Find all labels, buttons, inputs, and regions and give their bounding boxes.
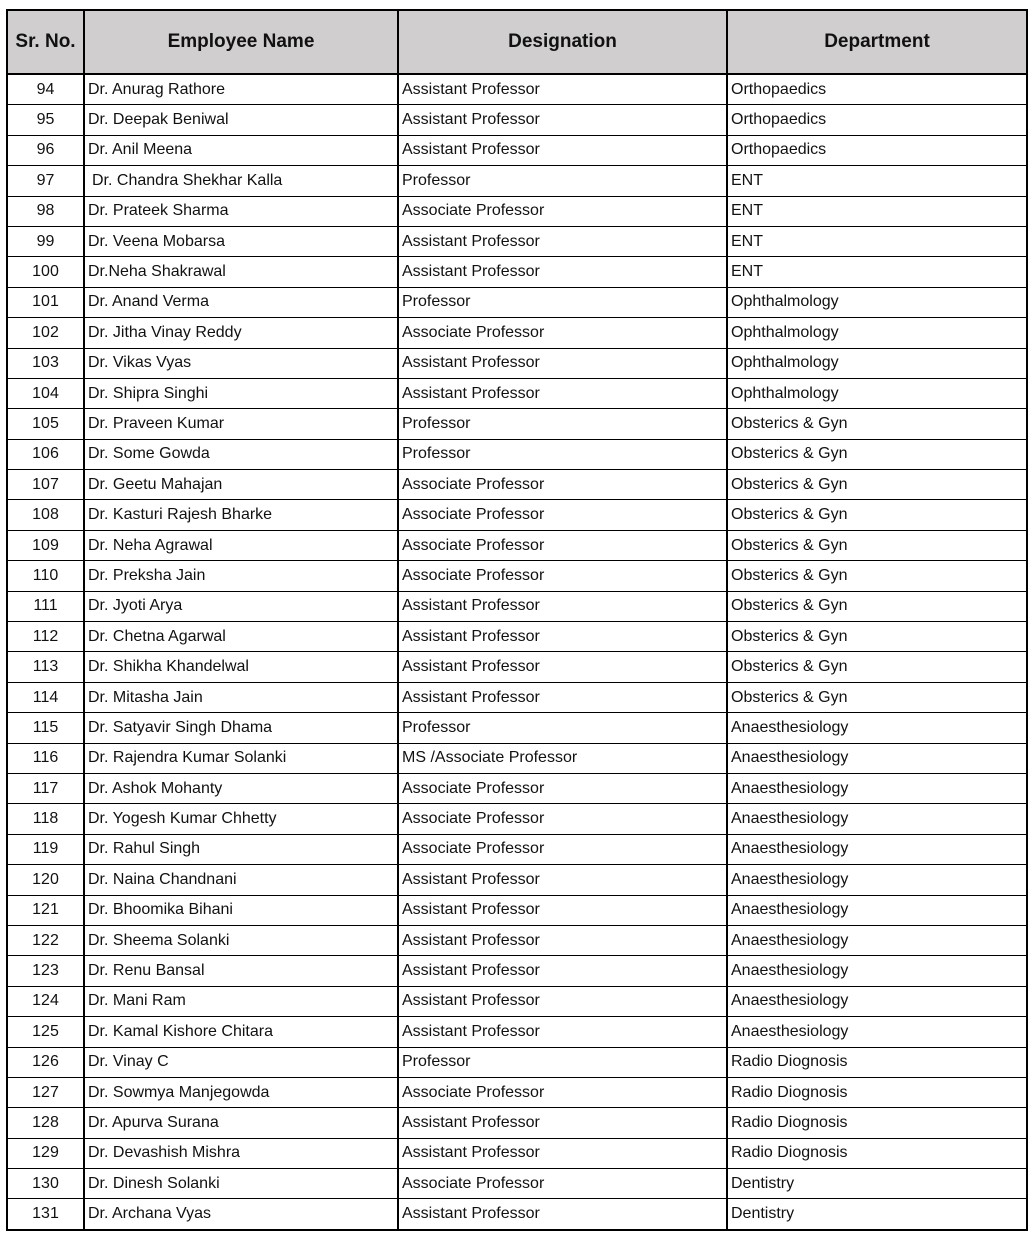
department-cell: ENT bbox=[727, 226, 1027, 256]
department-cell: Anaesthesiology bbox=[727, 804, 1027, 834]
table-row bbox=[7, 682, 1027, 712]
designation-cell: Professor bbox=[398, 409, 727, 439]
sr-no-cell: 94 bbox=[7, 74, 84, 105]
table-row bbox=[7, 257, 1027, 287]
employee-name-cell: Dr. Naina Chandnani bbox=[84, 865, 398, 895]
sr-no-cell: 104 bbox=[7, 378, 84, 408]
employee-name-cell: Dr. Shikha Khandelwal bbox=[84, 652, 398, 682]
sr-no-cell: 108 bbox=[7, 500, 84, 530]
sr-no-cell: 120 bbox=[7, 865, 84, 895]
designation-cell: Associate Professor bbox=[398, 318, 727, 348]
table-row bbox=[7, 409, 1027, 439]
employee-table bbox=[6, 9, 1028, 1231]
header-row bbox=[7, 10, 1027, 74]
employee-name-cell: Dr. Mitasha Jain bbox=[84, 682, 398, 712]
department-cell: ENT bbox=[727, 196, 1027, 226]
table-row bbox=[7, 1138, 1027, 1168]
sr-no-cell: 111 bbox=[7, 591, 84, 621]
designation-cell: Associate Professor bbox=[398, 561, 727, 591]
designation-cell: Associate Professor bbox=[398, 196, 727, 226]
employee-name-cell: Dr. Chetna Agarwal bbox=[84, 622, 398, 652]
employee-name-cell: Dr. Jitha Vinay Reddy bbox=[84, 318, 398, 348]
designation-cell: Associate Professor bbox=[398, 470, 727, 500]
table-row bbox=[7, 74, 1027, 105]
employee-name-cell: Dr. Dinesh Solanki bbox=[84, 1169, 398, 1199]
employee-name-cell: Dr. Shipra Singhi bbox=[84, 378, 398, 408]
department-cell: Obsterics & Gyn bbox=[727, 530, 1027, 560]
employee-name-cell: Dr. Kasturi Rajesh Bharke bbox=[84, 500, 398, 530]
department-cell: Anaesthesiology bbox=[727, 773, 1027, 803]
designation-cell: Assistant Professor bbox=[398, 1199, 727, 1230]
department-cell: Anaesthesiology bbox=[727, 986, 1027, 1016]
employee-name-cell: Dr. Praveen Kumar bbox=[84, 409, 398, 439]
sr-no-cell: 113 bbox=[7, 652, 84, 682]
designation-cell: Associate Professor bbox=[398, 804, 727, 834]
designation-cell: Assistant Professor bbox=[398, 1108, 727, 1138]
employee-name-cell: Dr. Sowmya Manjegowda bbox=[84, 1077, 398, 1107]
employee-name-cell: Dr. Kamal Kishore Chitara bbox=[84, 1017, 398, 1047]
department-cell: Anaesthesiology bbox=[727, 865, 1027, 895]
table-row bbox=[7, 591, 1027, 621]
designation-cell: Associate Professor bbox=[398, 773, 727, 803]
table-row bbox=[7, 834, 1027, 864]
header-sr-no: Sr. No. bbox=[7, 10, 84, 74]
designation-cell: Assistant Professor bbox=[398, 257, 727, 287]
employee-name-cell: Dr. Ashok Mohanty bbox=[84, 773, 398, 803]
sr-no-cell: 117 bbox=[7, 773, 84, 803]
department-cell: Ophthalmology bbox=[727, 287, 1027, 317]
designation-cell: Professor bbox=[398, 713, 727, 743]
sr-no-cell: 96 bbox=[7, 135, 84, 165]
table-row bbox=[7, 500, 1027, 530]
sr-no-cell: 110 bbox=[7, 561, 84, 591]
designation-cell: Assistant Professor bbox=[398, 1017, 727, 1047]
table-row bbox=[7, 226, 1027, 256]
sr-no-cell: 95 bbox=[7, 105, 84, 135]
table-row bbox=[7, 1077, 1027, 1107]
sr-no-cell: 127 bbox=[7, 1077, 84, 1107]
table-row bbox=[7, 804, 1027, 834]
sr-no-cell: 122 bbox=[7, 925, 84, 955]
department-cell: Dentistry bbox=[727, 1199, 1027, 1230]
department-cell: Obsterics & Gyn bbox=[727, 682, 1027, 712]
table-row bbox=[7, 1017, 1027, 1047]
department-cell: ENT bbox=[727, 166, 1027, 196]
designation-cell: Associate Professor bbox=[398, 500, 727, 530]
department-cell: Obsterics & Gyn bbox=[727, 439, 1027, 469]
employee-name-cell: Dr. Satyavir Singh Dhama bbox=[84, 713, 398, 743]
department-cell: Orthopaedics bbox=[727, 135, 1027, 165]
designation-cell: Associate Professor bbox=[398, 834, 727, 864]
employee-name-cell: Dr. Vikas Vyas bbox=[84, 348, 398, 378]
department-cell: Ophthalmology bbox=[727, 318, 1027, 348]
table-row bbox=[7, 318, 1027, 348]
table-row bbox=[7, 135, 1027, 165]
table-row bbox=[7, 1169, 1027, 1199]
employee-name-cell: Dr. Veena Mobarsa bbox=[84, 226, 398, 256]
designation-cell: Professor bbox=[398, 166, 727, 196]
sr-no-cell: 103 bbox=[7, 348, 84, 378]
designation-cell: Assistant Professor bbox=[398, 986, 727, 1016]
designation-cell: Assistant Professor bbox=[398, 105, 727, 135]
sr-no-cell: 125 bbox=[7, 1017, 84, 1047]
department-cell: ENT bbox=[727, 257, 1027, 287]
department-cell: Ophthalmology bbox=[727, 378, 1027, 408]
employee-name-cell: Dr. Prateek Sharma bbox=[84, 196, 398, 226]
employee-name-cell: Dr. Apurva Surana bbox=[84, 1108, 398, 1138]
designation-cell: Assistant Professor bbox=[398, 622, 727, 652]
department-cell: Anaesthesiology bbox=[727, 1017, 1027, 1047]
department-cell: Anaesthesiology bbox=[727, 895, 1027, 925]
department-cell: Orthopaedics bbox=[727, 105, 1027, 135]
department-cell: Obsterics & Gyn bbox=[727, 622, 1027, 652]
table-row bbox=[7, 196, 1027, 226]
employee-name-cell: Dr.Neha Shakrawal bbox=[84, 257, 398, 287]
sr-no-cell: 98 bbox=[7, 196, 84, 226]
table-row bbox=[7, 561, 1027, 591]
sr-no-cell: 105 bbox=[7, 409, 84, 439]
sr-no-cell: 112 bbox=[7, 622, 84, 652]
sr-no-cell: 128 bbox=[7, 1108, 84, 1138]
table-row bbox=[7, 1047, 1027, 1077]
department-cell: Obsterics & Gyn bbox=[727, 409, 1027, 439]
header-designation: Designation bbox=[398, 10, 727, 74]
designation-cell: Associate Professor bbox=[398, 530, 727, 560]
sr-no-cell: 109 bbox=[7, 530, 84, 560]
department-cell: Radio Diognosis bbox=[727, 1108, 1027, 1138]
sr-no-cell: 106 bbox=[7, 439, 84, 469]
employee-name-cell: Dr. Mani Ram bbox=[84, 986, 398, 1016]
table-row bbox=[7, 865, 1027, 895]
sr-no-cell: 107 bbox=[7, 470, 84, 500]
table-row bbox=[7, 652, 1027, 682]
table-row bbox=[7, 713, 1027, 743]
sr-no-cell: 102 bbox=[7, 318, 84, 348]
table-row bbox=[7, 895, 1027, 925]
sr-no-cell: 119 bbox=[7, 834, 84, 864]
sr-no-cell: 131 bbox=[7, 1199, 84, 1230]
employee-name-cell: Dr. Preksha Jain bbox=[84, 561, 398, 591]
department-cell: Anaesthesiology bbox=[727, 956, 1027, 986]
designation-cell: Assistant Professor bbox=[398, 74, 727, 105]
employee-name-cell: Dr. Rajendra Kumar Solanki bbox=[84, 743, 398, 773]
sr-no-cell: 121 bbox=[7, 895, 84, 925]
designation-cell: Assistant Professor bbox=[398, 925, 727, 955]
department-cell: Radio Diognosis bbox=[727, 1138, 1027, 1168]
employee-name-cell: Dr. Bhoomika Bihani bbox=[84, 895, 398, 925]
department-cell: Obsterics & Gyn bbox=[727, 591, 1027, 621]
table-row bbox=[7, 925, 1027, 955]
sr-no-cell: 124 bbox=[7, 986, 84, 1016]
employee-name-cell: Dr. Neha Agrawal bbox=[84, 530, 398, 560]
sr-no-cell: 130 bbox=[7, 1169, 84, 1199]
designation-cell: Professor bbox=[398, 1047, 727, 1077]
table-row bbox=[7, 1199, 1027, 1230]
table-row bbox=[7, 439, 1027, 469]
designation-cell: Professor bbox=[398, 439, 727, 469]
table-row bbox=[7, 530, 1027, 560]
department-cell: Anaesthesiology bbox=[727, 925, 1027, 955]
sr-no-cell: 97 bbox=[7, 166, 84, 196]
department-cell: Radio Diognosis bbox=[727, 1077, 1027, 1107]
header-employee-name: Employee Name bbox=[84, 10, 398, 74]
employee-name-cell: Dr. Yogesh Kumar Chhetty bbox=[84, 804, 398, 834]
designation-cell: Assistant Professor bbox=[398, 652, 727, 682]
table-body bbox=[7, 74, 1027, 1230]
table-row bbox=[7, 166, 1027, 196]
designation-cell: Assistant Professor bbox=[398, 591, 727, 621]
designation-cell: Assistant Professor bbox=[398, 226, 727, 256]
employee-name-cell: Dr. Archana Vyas bbox=[84, 1199, 398, 1230]
designation-cell: Assistant Professor bbox=[398, 956, 727, 986]
department-cell: Obsterics & Gyn bbox=[727, 652, 1027, 682]
department-cell: Obsterics & Gyn bbox=[727, 561, 1027, 591]
employee-name-cell: Dr. Deepak Beniwal bbox=[84, 105, 398, 135]
table-row bbox=[7, 986, 1027, 1016]
designation-cell: Assistant Professor bbox=[398, 348, 727, 378]
sr-no-cell: 115 bbox=[7, 713, 84, 743]
designation-cell: Associate Professor bbox=[398, 1169, 727, 1199]
table-row bbox=[7, 622, 1027, 652]
employee-name-cell: Dr. Sheema Solanki bbox=[84, 925, 398, 955]
sr-no-cell: 116 bbox=[7, 743, 84, 773]
table-row bbox=[7, 287, 1027, 317]
department-cell: Ophthalmology bbox=[727, 348, 1027, 378]
table-row bbox=[7, 1108, 1027, 1138]
employee-name-cell: Dr. Some Gowda bbox=[84, 439, 398, 469]
employee-name-cell: Dr. Renu Bansal bbox=[84, 956, 398, 986]
table-row bbox=[7, 378, 1027, 408]
sr-no-cell: 114 bbox=[7, 682, 84, 712]
department-cell: Anaesthesiology bbox=[727, 834, 1027, 864]
employee-name-cell: Dr. Devashish Mishra bbox=[84, 1138, 398, 1168]
department-cell: Anaesthesiology bbox=[727, 743, 1027, 773]
sr-no-cell: 129 bbox=[7, 1138, 84, 1168]
table-row bbox=[7, 105, 1027, 135]
department-cell: Radio Diognosis bbox=[727, 1047, 1027, 1077]
designation-cell: Assistant Professor bbox=[398, 865, 727, 895]
employee-name-cell: Dr. Anil Meena bbox=[84, 135, 398, 165]
table-row bbox=[7, 348, 1027, 378]
sr-no-cell: 123 bbox=[7, 956, 84, 986]
table-row bbox=[7, 470, 1027, 500]
designation-cell: Associate Professor bbox=[398, 1077, 727, 1107]
sr-no-cell: 100 bbox=[7, 257, 84, 287]
table-row bbox=[7, 956, 1027, 986]
department-cell: Obsterics & Gyn bbox=[727, 500, 1027, 530]
designation-cell: Professor bbox=[398, 287, 727, 317]
department-cell: Obsterics & Gyn bbox=[727, 470, 1027, 500]
employee-name-cell: Dr. Rahul Singh bbox=[84, 834, 398, 864]
employee-name-cell: Dr. Chandra Shekhar Kalla bbox=[84, 166, 398, 196]
sr-no-cell: 118 bbox=[7, 804, 84, 834]
header-department: Department bbox=[727, 10, 1027, 74]
sr-no-cell: 99 bbox=[7, 226, 84, 256]
sr-no-cell: 101 bbox=[7, 287, 84, 317]
department-cell: Orthopaedics bbox=[727, 74, 1027, 105]
designation-cell: Assistant Professor bbox=[398, 378, 727, 408]
designation-cell: Assistant Professor bbox=[398, 682, 727, 712]
employee-name-cell: Dr. Jyoti Arya bbox=[84, 591, 398, 621]
employee-name-cell: Dr. Geetu Mahajan bbox=[84, 470, 398, 500]
table-row bbox=[7, 743, 1027, 773]
employee-name-cell: Dr. Anand Verma bbox=[84, 287, 398, 317]
sr-no-cell: 126 bbox=[7, 1047, 84, 1077]
designation-cell: Assistant Professor bbox=[398, 895, 727, 925]
employee-name-cell: Dr. Vinay C bbox=[84, 1047, 398, 1077]
designation-cell: MS /Associate Professor bbox=[398, 743, 727, 773]
designation-cell: Assistant Professor bbox=[398, 1138, 727, 1168]
department-cell: Anaesthesiology bbox=[727, 713, 1027, 743]
designation-cell: Assistant Professor bbox=[398, 135, 727, 165]
employee-name-cell: Dr. Anurag Rathore bbox=[84, 74, 398, 105]
department-cell: Dentistry bbox=[727, 1169, 1027, 1199]
table-row bbox=[7, 773, 1027, 803]
